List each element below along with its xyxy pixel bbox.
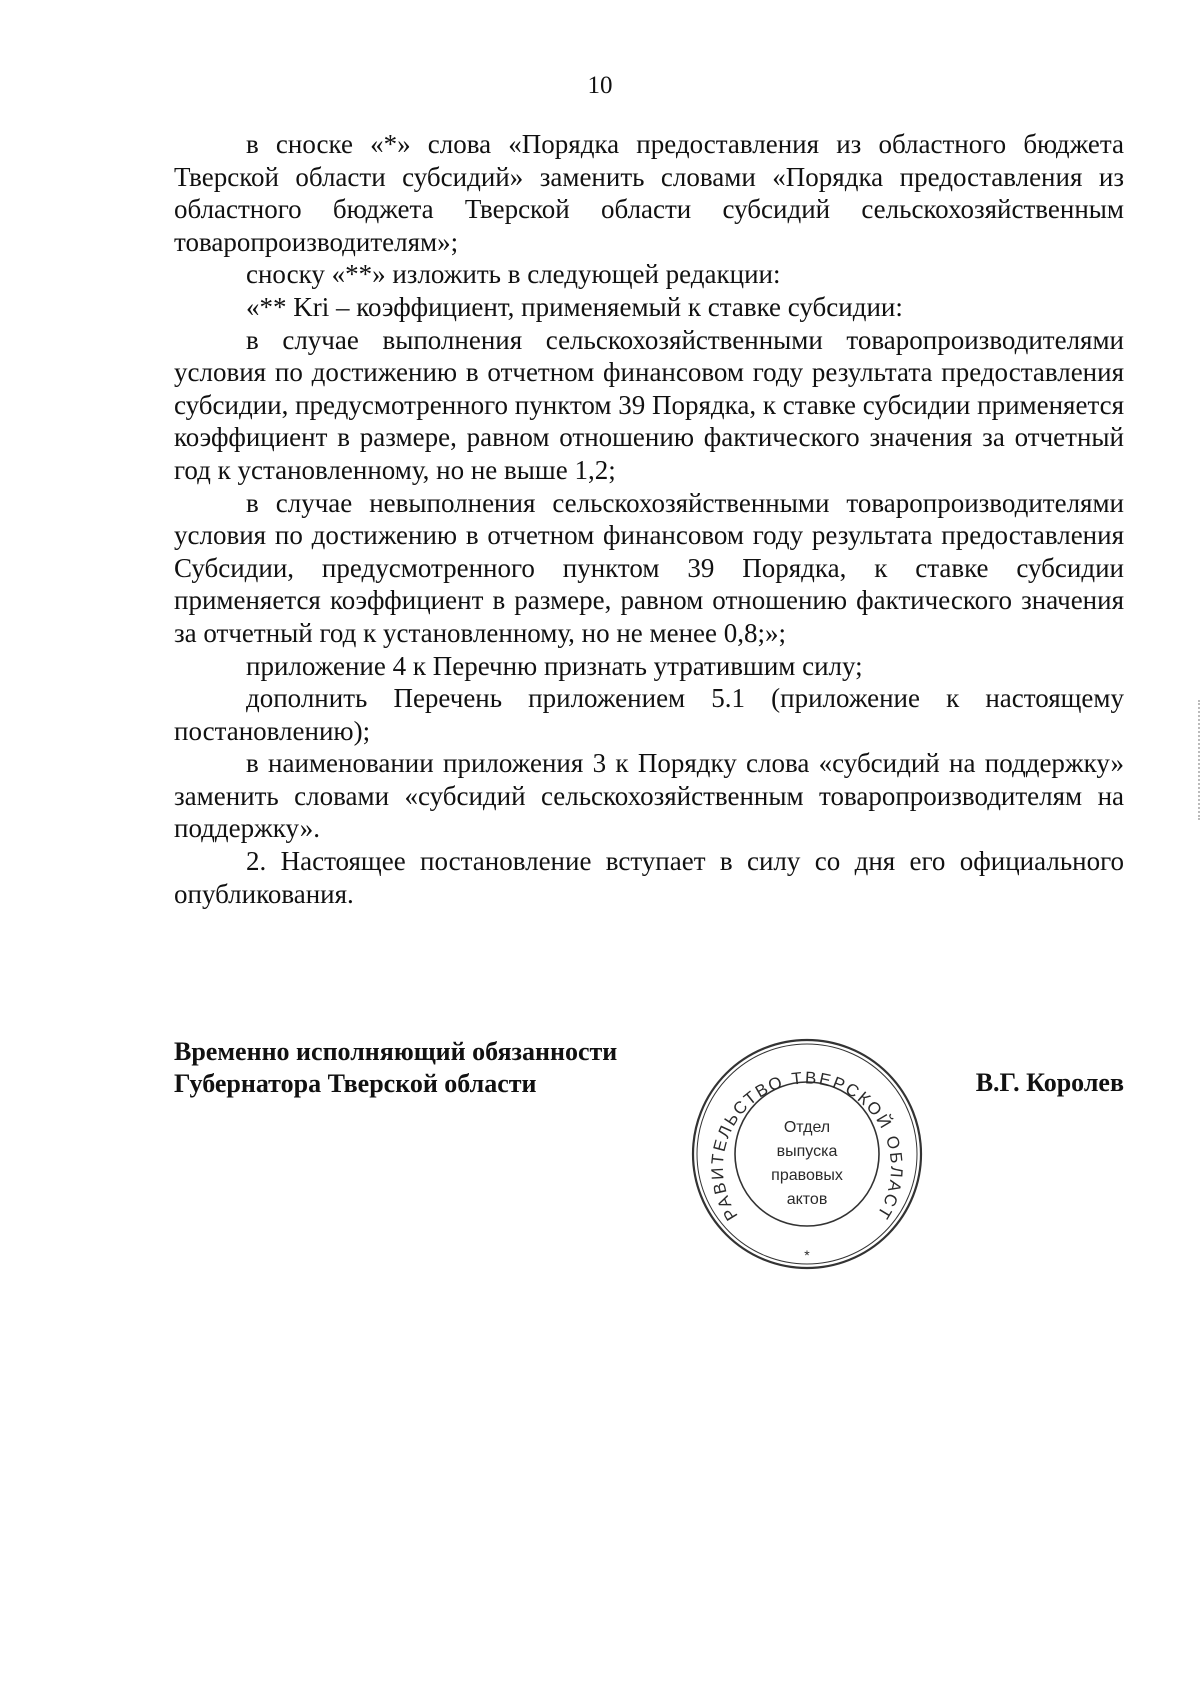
paragraph: в наименовании приложения 3 к Порядку слова «субсидий на поддержку» заменить словами «субсидий сельскохозяйственным товаропроизводителям на поддержку». xyxy=(174,748,1124,844)
paragraph: в сноске «*» слова «Порядка предоставления из областного бюджета Тверской области субсидий» заменить словами «Порядка предоставления из областного бюджета Тверской области субсидий сельскохозяйственным товаропроизводителям»; xyxy=(174,129,1124,257)
paragraph: сноску «**» изложить в следующей редакции: xyxy=(246,259,781,290)
paragraph: «** Kri – коэффициент, применяемый к ставке субсидии: xyxy=(246,291,903,322)
signatory-line: Губернатора Тверской области xyxy=(174,1069,537,1098)
stamp-star: * xyxy=(804,1247,810,1263)
stamp-ring-label: РАВИТЕЛЬСТВО ТВЕРСКОЙ ОБЛАСТ xyxy=(707,1068,907,1224)
paragraph: в случае выполнения сельскохозяйственными товаропроизводителями условия по достижению в отчетном финансовом году результата предоставления субсидии, предусмотренного пунктом 39 Порядка, к ставке субсидии применяется коэффициент в размере, равном отношению фактического значения за отчетный год к установленному, но не выше 1,2; xyxy=(174,324,1124,485)
stamp-center-line: выпуска xyxy=(776,1143,838,1160)
page-number: 10 xyxy=(587,72,613,99)
scan-edge-mark xyxy=(1195,700,1200,820)
body-text xyxy=(174,128,1124,910)
paragraph: дополнить Перечень приложением 5.1 (приложение к настоящему постановлению); xyxy=(174,683,1124,746)
stamp-center-line: Отдел xyxy=(783,1119,831,1136)
stamp-center-line: актов xyxy=(786,1191,828,1208)
stamp-center-line: правовых xyxy=(771,1167,843,1184)
paragraph: в случае невыполнения сельскохозяйственными товаропроизводителями условия по достижению в отчетном финансовом году результата предоставления Субсидии, предусмотренного пунктом 39 Порядка, к ставке субсидии применяется коэффициент в размере, равном отношению фактического значения за отчетный год к установленному, но не менее 0,8;»; xyxy=(174,487,1124,648)
official-stamp xyxy=(688,1035,926,1273)
signatory-title xyxy=(174,1036,617,1100)
paragraph: приложение 4 к Перечню признать утратившим силу; xyxy=(246,650,863,681)
paragraph: 2. Настоящее постановление вступает в силу со дня его официального опубликования. xyxy=(174,846,1124,909)
signer-name: В.Г. Королев xyxy=(975,1068,1124,1097)
signatory-line: Временно исполняющий обязанности xyxy=(174,1037,618,1066)
